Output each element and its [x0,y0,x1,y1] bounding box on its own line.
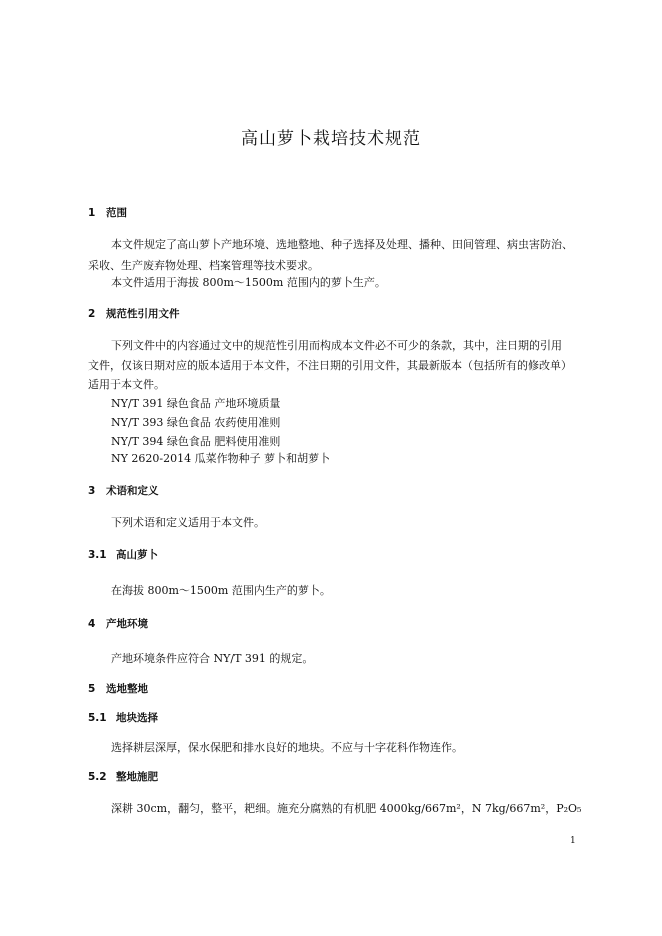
section-number: 1 [88,207,96,219]
paragraph-line: 下列术语和定义适用于本文件。 [111,516,265,529]
section-heading-5-1 [88,710,158,725]
section-number: 4 [88,618,96,630]
paragraph-line: 下列文件中的内容通过文中的规范性引用而构成本文件必不可少的条款，其中，注日期的引用 [111,339,562,352]
paragraph-line: 产地环境条件应符合 NY/T 391 的规定。 [111,652,314,665]
section-title: 地块选择 [116,712,158,724]
section-heading-5-2 [88,769,158,784]
section-title: 产地环境 [106,618,148,630]
reference-item: NY/T 394 绿色食品 肥料使用准则 [111,435,281,448]
section-heading-2 [88,306,180,321]
section-number: 5.1 [88,712,107,724]
section-title: 范围 [106,207,127,219]
section-number: 5.2 [88,771,107,783]
section-number: 3.1 [88,549,107,561]
section-title: 整地施肥 [116,771,158,783]
section-title: 选地整地 [106,683,148,695]
document-title: 高山萝卜栽培技术规范 [241,129,421,149]
section-heading-5 [88,681,148,696]
paragraph-line: 文件，仅该日期对应的版本适用于本文件，不注日期的引用文件，其最新版本（包括所有的修改单） [88,359,572,372]
section-title: 高山萝卜 [116,549,158,561]
paragraph-line: 本文件适用于海拔 800m～1500m 范围内的萝卜生产。 [111,276,386,289]
reference-item: NY/T 391 绿色食品 产地环境质量 [111,397,281,410]
paragraph-line: 适用于本文件。 [88,378,165,391]
paragraph-line: 深耕 30cm，翻匀，整平，耙细。施充分腐熟的有机肥 4000kg/667m²，N 7kg/667m²，P₂O₅ [111,802,582,815]
paragraph-line: 在海拔 800m～1500m 范围内生产的萝卜。 [111,584,331,597]
section-heading-3-1 [88,547,158,562]
section-heading-4 [88,616,148,631]
section-heading-1 [88,205,127,220]
section-heading-3 [88,483,159,498]
reference-item: NY/T 393 绿色食品 农药使用准则 [111,416,281,429]
section-number: 3 [88,485,96,497]
section-number: 5 [88,683,96,695]
paragraph-line: 采收、生产废弃物处理、档案管理等技术要求。 [88,259,319,272]
reference-item: NY 2620-2014 瓜菜作物种子 萝卜和胡萝卜 [111,452,331,465]
section-number: 2 [88,308,96,320]
page-number: 1 [570,836,576,846]
paragraph-line: 本文件规定了高山萝卜产地环境、选地整地、种子选择及处理、播种、田间管理、病虫害防治、 [111,238,573,251]
section-title: 规范性引用文件 [106,308,180,320]
section-title: 术语和定义 [106,485,159,497]
paragraph-line: 选择耕层深厚，保水保肥和排水良好的地块。不应与十字花科作物连作。 [111,741,463,754]
